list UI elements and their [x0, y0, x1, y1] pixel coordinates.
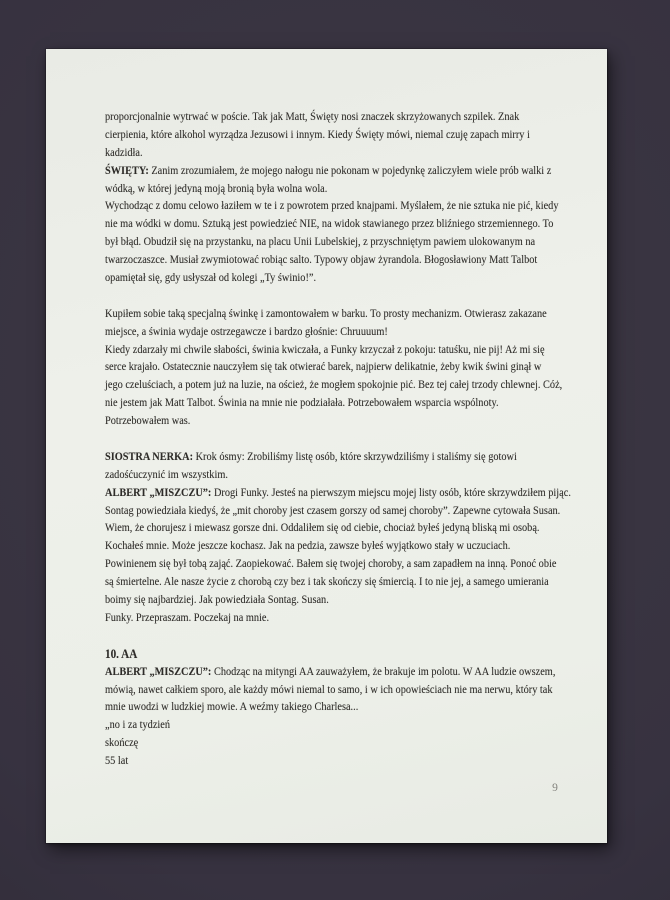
text-line: Kiedy zdarzały mi chwile słabości, świnia kwiczała, a Funky krzyczał z pokoju: tatuśku, nie pij! Aż mi się — [105, 341, 545, 356]
text-line: mówią, nawet całkiem sporo, ale każdy mówi niemal to samo, i w ich opowieściach nie ma nerwu, który tak — [105, 681, 553, 696]
text-line: mnie uwodzi w ludzkiej mowie. A weźmy takiego Charlesa... — [105, 699, 359, 714]
text-line: „no i za tydzień — [105, 717, 171, 732]
speaker-name: ALBERT „MISZCZU”: — [105, 484, 212, 499]
text-line: boimy się najbardziej. Jak powiedziała Sontag. Susan. — [105, 592, 329, 607]
text-line: są śmiertelne. Ale nasze życie z chorobą czy bez i tak skończy się śmiercią. I to nie jej, a samego umierania — [105, 574, 549, 589]
speaker-name: SIOSTRA NERKA: — [105, 448, 194, 463]
text-line: ALBERT „MISZCZU”: Chodząc na mityngi AA zauważyłem, że brakuje im polotu. W AA ludzie owszem, — [105, 663, 556, 678]
text-line: jego czeluściach, a potem już na luzie, na oścież, że mogłem spokojnie pić. Bez tej całej trzody chlewnej. Cóż, — [105, 377, 563, 392]
text-line: kadzidła. — [105, 144, 143, 159]
text-line: cierpienia, które alkohol wyrządza Jezusowi i innym. Kiedy Święty mówi, niemal czuję zapach mirry i — [105, 126, 530, 141]
text-line: skończę — [105, 735, 139, 750]
text-line: Wiem, że chorujesz i miewasz gorsze dni. Oddaliłem się od ciebie, chociaż byłeś jedyną bliską mi osobą. — [105, 520, 540, 535]
document-page — [46, 49, 607, 843]
speaker-name: ALBERT „MISZCZU”: — [105, 663, 212, 678]
text-line: wódką, w której jedyną moją bronią była wolna wola. — [105, 180, 328, 195]
text-line: 55 lat — [105, 753, 129, 768]
text-line: nie ma wódki w domu. Sztuką jest powiedzieć NIE, na widok stawianego przez bliźniego strzemiennego. To — [105, 216, 554, 231]
text-line: ŚWIĘTY: Zanim zrozumiałem, że mojego nałogu nie pokonam w pojedynkę zaliczyłem wiele prób walki z — [105, 162, 552, 177]
text-line: Powinienem się był tobą zająć. Zaopiekować. Bałem się twojej choroby, a sam zapadłem na inną. Ponoć obie — [105, 556, 557, 571]
speaker-name: ŚWIĘTY: — [105, 162, 149, 177]
text-line: był błąd. Obudził się na przystanku, na placu Unii Lubelskiej, z przyschniętym pawiem ulokowanym na — [105, 234, 536, 249]
text-line: Wychodząc z domu celowo łaziłem w te i z powrotem przed knajpami. Myślałem, że nie sztuka nie pić, kiedy — [105, 198, 559, 213]
text-line: opamiętał się, gdy usłyszał od kolegi „Ty świnio!”. — [105, 270, 317, 285]
text-line: miejsce, a świnia wydaje ostrzegawcze i bardzo głośnie: Chruuuum! — [105, 323, 388, 338]
text-line: zadośćuczynić im wszystkim. — [105, 466, 228, 481]
text-line: nie jestem jak Matt Talbot. Świnia na mnie nie podziałała. Potrzebowałem wsparcia wspólnoty. — [105, 395, 499, 410]
section-heading — [105, 645, 571, 663]
text-line: Kupiłem sobie taką specjalną świnkę i zamontowałem w barku. To prosty mechanizm. Otwierasz zakazane — [105, 305, 547, 320]
text-line: SIOSTRA NERKA: Krok ósmy: Zrobiliśmy listę osób, które skrzywdziliśmy i staliśmy się gotowi — [105, 448, 517, 463]
blank-line — [105, 287, 571, 305]
text-line: ALBERT „MISZCZU”: Drogi Funky. Jesteś na pierwszym miejscu mojej listy osób, które skrzywdziłem pijąc. — [105, 484, 571, 499]
blank-line — [105, 627, 571, 645]
text-line: proporcjonalnie wytrwać w poście. Tak jak Matt, Święty nosi znaczek skrzyżowanych szpilek. Znak — [105, 109, 520, 123]
blank-line — [105, 430, 571, 448]
text-block — [105, 108, 571, 770]
text-line: Funky. Przepraszam. Poczekaj na mnie. — [105, 609, 270, 624]
text-line: Sontag powiedziała kiedyś, że „mit choroby jest czasem gorszy od samej choroby”. Zapewne cytowała Susan. — [105, 502, 561, 517]
section-heading-label: 10. AA — [105, 645, 138, 661]
text-line: twarzoczaszce. Musiał zwymiotować robiąc salto. Typowy objaw żyrandola. Błogosławiony Matt Talbot — [105, 252, 538, 267]
page-number: 9 — [552, 782, 558, 794]
text-line: serce krajało. Ostatecznie nauczyłem się tak otwierać barek, najpierw delikatnie, żeby kwik świni ginął w — [105, 359, 542, 374]
text-line: Kochałeś mnie. Może jeszcze kochasz. Jak na pedzia, zawsze byłeś wyjątkowo stały w uczuciach. — [105, 538, 511, 553]
text-line: Potrzebowałem was. — [105, 413, 191, 428]
